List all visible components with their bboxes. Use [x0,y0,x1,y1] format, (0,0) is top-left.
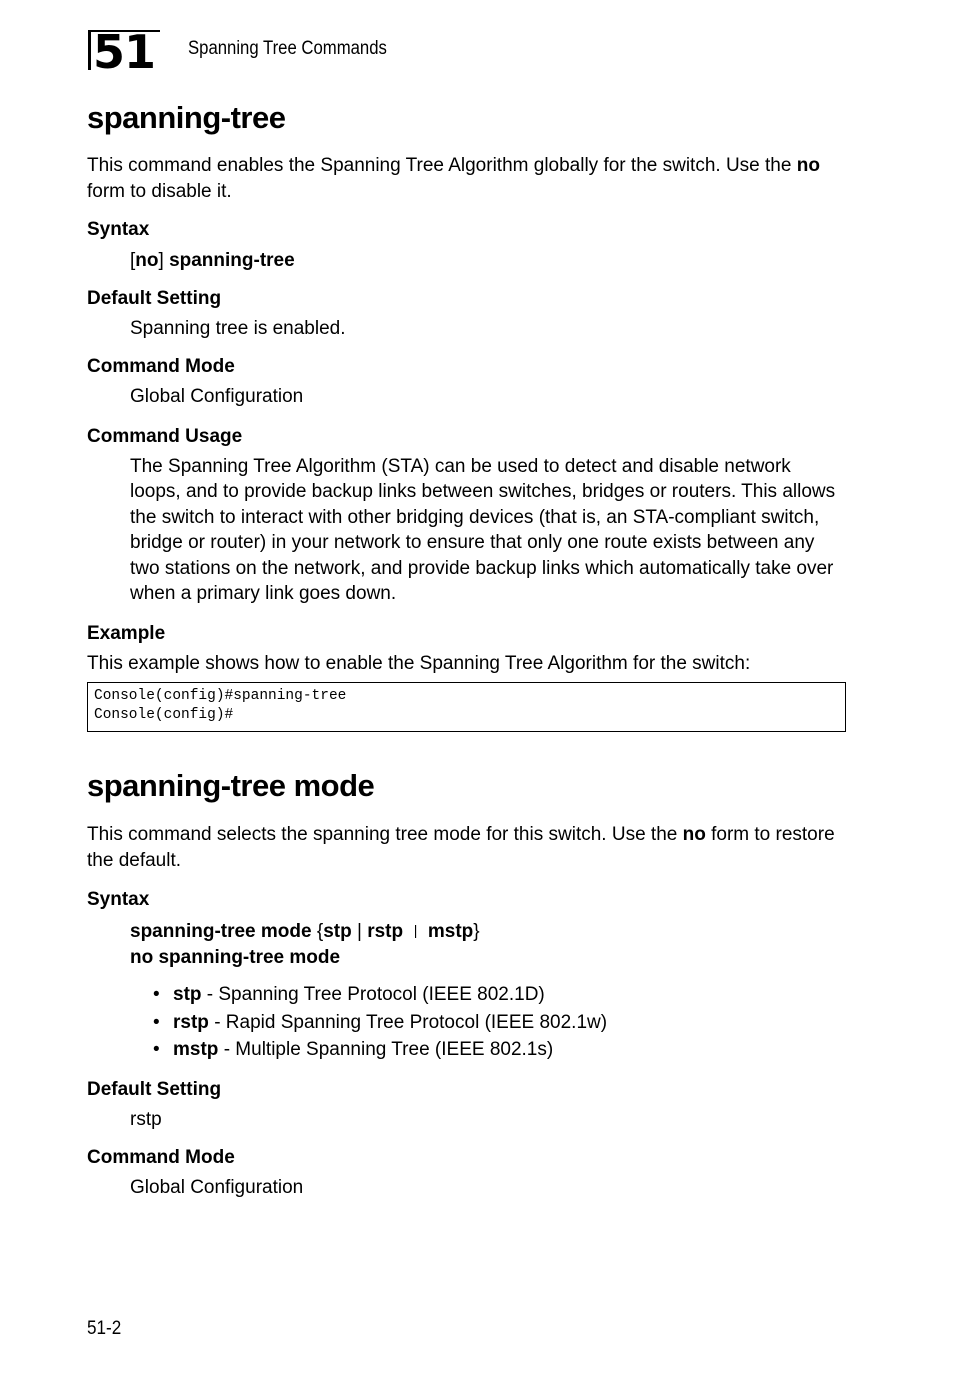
list-item: • stp - Spanning Tree Protocol (IEEE 802.1D) [153,981,847,1009]
section2-intro: This command selects the spanning tree mode for this switch. Use the no form to restore the default. [87,824,835,871]
syntax-line: [no] spanning-tree [130,250,295,271]
mode-options-list [153,981,847,1064]
example-heading: Example [87,622,166,644]
syntax-heading: Syntax [87,219,150,240]
default-setting-value: Spanning tree is enabled. [130,317,346,339]
list-item: • mstp - Multiple Spanning Tree (IEEE 802.1s) [153,1036,847,1064]
code-line: Console(config)#spanning-tree [94,688,347,704]
command-usage-text: The Spanning Tree Algorithm (STA) can be used to detect and disable network loops, and to provide backup links between switches, bridges or routers. This allows the switch to interact with other bridging devices (that is, an STA-compliant switch, bridge or router) in your network to ensure that only one route exists between any two stations on the network, and provide backup links which automatically take over when a primary link goes down. [130,455,836,604]
default-setting-heading: Default Setting [87,287,222,309]
section1-intro: This command enables the Spanning Tree Algorithm globally for the switch. Use the no form to disable it. [87,155,820,202]
syntax-no-form: no spanning-tree mode [130,946,341,968]
section-title-spanning-tree: spanning-tree [87,100,286,135]
default-setting-value: rstp [130,1108,162,1130]
command-mode-heading: Command Mode [87,1147,235,1168]
syntax-heading: Syntax [87,889,150,910]
default-setting-heading: Default Setting [87,1078,222,1100]
code-example [87,682,846,732]
chapter-title: Spanning Tree Commands [188,38,387,59]
example-text: This example shows how to enable the Spanning Tree Algorithm for the switch: [87,652,751,674]
page-number: 51-2 [87,1318,122,1339]
command-mode-value: Global Configuration [130,386,304,407]
command-usage-heading: Command Usage [87,425,243,447]
page-content [87,98,847,1201]
section-title-spanning-tree-mode: spanning-tree mode [87,768,375,803]
chapter-number: 51 [88,30,160,70]
command-mode-value: Global Configuration [130,1177,304,1198]
code-line: Console(config)# [94,707,234,723]
syntax-line: spanning-tree mode {stp | rstp | mstp} [130,921,480,942]
command-mode-heading: Command Mode [87,356,235,377]
list-item: • rstp - Rapid Spanning Tree Protocol (IEEE 802.1w) [153,1009,847,1037]
